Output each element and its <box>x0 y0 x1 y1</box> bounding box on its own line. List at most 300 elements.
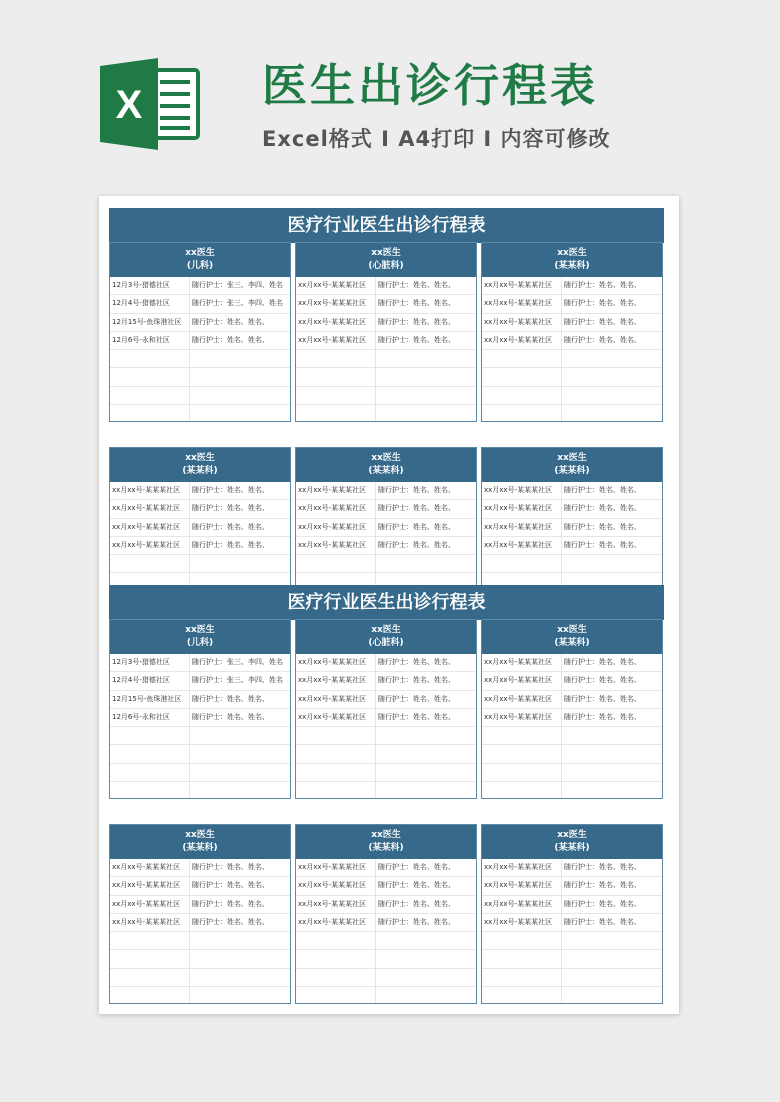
visit-date-location-cell[interactable]: xx月xx号-某某某社区 <box>296 519 376 536</box>
table-row[interactable] <box>482 709 662 727</box>
table-row[interactable] <box>482 555 662 573</box>
table-row[interactable] <box>296 277 476 295</box>
nurse-cell[interactable] <box>190 969 290 986</box>
department: (心脏科) <box>368 261 404 271</box>
department: (某某科) <box>554 843 590 853</box>
visit-date-location-cell[interactable] <box>482 368 562 385</box>
doctor-name: xx医生 <box>185 625 215 635</box>
department: (某某科) <box>554 638 590 648</box>
nurse-cell[interactable] <box>562 350 662 367</box>
visit-date-location-cell[interactable]: 12月4号-猎德社区 <box>110 672 190 689</box>
banner <box>0 0 780 185</box>
nurse-cell[interactable] <box>190 745 290 762</box>
nurse-cell[interactable]: 随行护士：姓名、姓名、 <box>564 658 641 666</box>
nurse-cell[interactable]: 随行护士：姓名、姓名、 <box>378 881 455 890</box>
visit-date-location-cell[interactable]: xx月xx号-某某某社区 <box>296 500 376 517</box>
table-row[interactable] <box>110 896 290 914</box>
nurse-cell[interactable] <box>190 387 290 404</box>
visit-date-location-cell[interactable] <box>296 932 376 949</box>
sheet-title: 医疗行业医生出诊行程表 <box>109 585 664 620</box>
visit-date-location-cell[interactable]: xx月xx号-某某某社区 <box>296 914 376 931</box>
nurse-cell[interactable] <box>376 727 476 744</box>
nurse-cell[interactable]: 随行护士：姓名、姓名、 <box>564 504 641 513</box>
visit-date-location-cell[interactable] <box>110 727 190 744</box>
nurse-cell[interactable] <box>376 764 476 781</box>
table-row[interactable] <box>110 387 290 405</box>
table-row[interactable] <box>482 727 662 745</box>
nurse-cell[interactable] <box>562 727 662 744</box>
table-row[interactable] <box>482 859 662 877</box>
card-header <box>110 825 290 859</box>
visit-date-location-cell[interactable]: xx月xx号-某某某社区 <box>482 709 562 726</box>
visit-date-location-cell[interactable] <box>482 950 562 967</box>
doctor-name: xx医生 <box>557 830 587 840</box>
table-row[interactable] <box>482 654 662 672</box>
doctor-schedule-card <box>481 619 663 799</box>
table-row[interactable] <box>482 877 662 895</box>
visit-date-location-cell[interactable]: xx月xx号-某某某社区 <box>482 672 562 689</box>
nurse-cell[interactable] <box>190 405 290 422</box>
nurse-cell[interactable]: 随行护士：姓名、姓名、 <box>192 317 269 326</box>
table-row[interactable] <box>296 764 476 782</box>
table-row[interactable] <box>110 537 290 555</box>
visit-date-location-cell[interactable] <box>482 555 562 572</box>
visit-date-location-cell[interactable]: xx月xx号-某某某社区 <box>296 314 376 331</box>
visit-date-location-cell[interactable] <box>110 950 190 967</box>
nurse-cell[interactable]: 随行护士：姓名、姓名、 <box>378 712 455 721</box>
nurse-cell[interactable] <box>376 782 476 799</box>
nurse-cell[interactable] <box>376 350 476 367</box>
nurse-cell[interactable] <box>190 987 290 1004</box>
visit-date-location-cell[interactable] <box>110 368 190 385</box>
table-row[interactable] <box>482 969 662 987</box>
visit-date-location-cell[interactable] <box>482 387 562 404</box>
visit-date-location-cell[interactable]: xx月xx号-某某某社区 <box>110 859 190 876</box>
nurse-cell[interactable] <box>562 405 662 422</box>
department: (儿科) <box>186 261 214 271</box>
table-row[interactable] <box>110 914 290 932</box>
card-header <box>110 448 290 482</box>
table-row[interactable] <box>110 500 290 518</box>
visit-date-location-cell[interactable]: 12月6号-永和社区 <box>110 709 190 726</box>
visit-date-location-cell[interactable]: 12月15号-鱼珠港社区 <box>110 691 190 708</box>
card-header <box>482 825 662 859</box>
visit-date-location-cell[interactable]: xx月xx号-某某某社区 <box>110 896 190 913</box>
table-row[interactable] <box>482 914 662 932</box>
card-header <box>482 620 662 654</box>
table-row[interactable] <box>110 277 290 295</box>
visit-date-location-cell[interactable] <box>110 387 190 404</box>
nurse-cell[interactable] <box>190 350 290 367</box>
table-row[interactable] <box>110 368 290 386</box>
nurse-cell[interactable]: 随行护士：姓名、姓名、 <box>378 281 455 289</box>
nurse-cell[interactable] <box>562 764 662 781</box>
visit-date-location-cell[interactable] <box>296 782 376 799</box>
table-row[interactable] <box>482 332 662 350</box>
table-row[interactable] <box>296 519 476 537</box>
table-row[interactable] <box>110 932 290 950</box>
table-row[interactable] <box>296 969 476 987</box>
table-row[interactable] <box>110 745 290 763</box>
card-header <box>296 620 476 654</box>
visit-date-location-cell[interactable] <box>110 987 190 1004</box>
visit-date-location-cell[interactable] <box>296 350 376 367</box>
visit-date-location-cell[interactable] <box>110 969 190 986</box>
nurse-cell[interactable]: 随行护士：姓名、姓名、 <box>378 317 455 326</box>
visit-date-location-cell[interactable]: 12月3号-猎德社区 <box>110 277 190 294</box>
nurse-cell[interactable]: 随行护士：姓名、姓名、 <box>378 540 455 549</box>
table-row[interactable] <box>296 500 476 518</box>
sub-title: Excel格式 I A4打印 I 内容可修改 <box>262 127 611 151</box>
nurse-cell[interactable] <box>562 387 662 404</box>
table-row[interactable] <box>482 405 662 422</box>
doctor-name: xx医生 <box>185 453 215 463</box>
table-row[interactable] <box>482 482 662 500</box>
visit-date-location-cell[interactable]: xx月xx号-某某某社区 <box>296 654 376 671</box>
nurse-cell[interactable] <box>562 932 662 949</box>
nurse-cell[interactable]: 随行护士：张三、李四、姓名 <box>192 676 283 685</box>
table-row[interactable] <box>296 350 476 368</box>
nurse-cell[interactable] <box>562 987 662 1004</box>
table-row[interactable] <box>296 745 476 763</box>
nurse-cell[interactable]: 随行护士：姓名、姓名、 <box>378 863 455 871</box>
nurse-cell[interactable] <box>376 950 476 967</box>
nurse-cell[interactable] <box>562 969 662 986</box>
visit-date-location-cell[interactable]: xx月xx号-某某某社区 <box>296 691 376 708</box>
visit-date-location-cell[interactable] <box>482 969 562 986</box>
table-row[interactable] <box>110 727 290 745</box>
department: (某某科) <box>368 843 404 853</box>
table-row[interactable] <box>296 859 476 877</box>
table-row[interactable] <box>482 950 662 968</box>
table-row[interactable] <box>482 295 662 313</box>
nurse-cell[interactable]: 随行护士：姓名、姓名、 <box>564 522 641 531</box>
table-row[interactable] <box>296 782 476 799</box>
visit-date-location-cell[interactable]: xx月xx号-某某某社区 <box>296 277 376 294</box>
nurse-cell[interactable]: 随行护士：姓名、姓名、 <box>564 881 641 890</box>
table-row[interactable] <box>110 295 290 313</box>
nurse-cell[interactable]: 随行护士：姓名、姓名、 <box>192 863 269 871</box>
visit-date-location-cell[interactable]: xx月xx号-某某某社区 <box>110 537 190 554</box>
nurse-cell[interactable]: 随行护士：姓名、姓名、 <box>378 917 455 926</box>
visit-date-location-cell[interactable]: xx月xx号-某某某社区 <box>110 914 190 931</box>
table-row[interactable] <box>296 405 476 422</box>
visit-date-location-cell[interactable]: xx月xx号-某某某社区 <box>482 295 562 312</box>
nurse-cell[interactable]: 随行护士：姓名、姓名、 <box>192 335 269 344</box>
card-header <box>110 243 290 277</box>
visit-date-location-cell[interactable]: 12月6号-永和社区 <box>110 332 190 349</box>
nurse-cell[interactable]: 随行护士：姓名、姓名、 <box>564 317 641 326</box>
visit-date-location-cell[interactable] <box>110 350 190 367</box>
table-row[interactable] <box>482 691 662 709</box>
visit-date-location-cell[interactable] <box>482 350 562 367</box>
nurse-cell[interactable]: 随行护士：姓名、姓名、 <box>192 694 269 703</box>
main-title: 医生出诊行程表 <box>262 59 599 112</box>
nurse-cell[interactable] <box>376 987 476 1004</box>
table-row[interactable] <box>482 519 662 537</box>
table-row[interactable] <box>296 387 476 405</box>
nurse-cell[interactable]: 随行护士：姓名、姓名、 <box>192 917 269 926</box>
visit-date-location-cell[interactable]: xx月xx号-某某某社区 <box>296 332 376 349</box>
nurse-cell[interactable]: 随行护士：姓名、姓名、 <box>564 335 641 344</box>
nurse-cell[interactable]: 随行护士：姓名、姓名、 <box>564 281 641 289</box>
nurse-cell[interactable]: 随行护士：姓名、姓名、 <box>564 899 641 908</box>
visit-date-location-cell[interactable] <box>482 782 562 799</box>
doctor-name: xx医生 <box>557 625 587 635</box>
table-row[interactable] <box>110 314 290 332</box>
visit-date-location-cell[interactable] <box>296 387 376 404</box>
table-row[interactable] <box>482 387 662 405</box>
visit-date-location-cell[interactable] <box>482 405 562 422</box>
table-row[interactable] <box>110 859 290 877</box>
visit-date-location-cell[interactable]: xx月xx号-某某某社区 <box>482 537 562 554</box>
nurse-cell[interactable] <box>376 555 476 572</box>
table-row[interactable] <box>296 482 476 500</box>
table-row[interactable] <box>296 555 476 573</box>
nurse-cell[interactable] <box>376 969 476 986</box>
nurse-cell[interactable]: 随行护士：姓名、姓名、 <box>192 899 269 908</box>
svg-text:X: X <box>115 83 143 127</box>
table-row[interactable] <box>110 654 290 672</box>
visit-date-location-cell[interactable] <box>296 950 376 967</box>
doctor-name: xx医生 <box>371 830 401 840</box>
nurse-cell[interactable] <box>190 555 290 572</box>
visit-date-location-cell[interactable] <box>110 405 190 422</box>
visit-date-location-cell[interactable]: xx月xx号-某某某社区 <box>296 709 376 726</box>
nurse-cell[interactable]: 随行护士：姓名、姓名、 <box>192 540 269 549</box>
visit-date-location-cell[interactable] <box>296 555 376 572</box>
table-row[interactable] <box>110 969 290 987</box>
table-row[interactable] <box>110 709 290 727</box>
visit-date-location-cell[interactable]: xx月xx号-某某某社区 <box>482 859 562 876</box>
department: (某某科) <box>182 843 218 853</box>
nurse-cell[interactable]: 随行护士：姓名、姓名、 <box>378 486 455 494</box>
visit-date-location-cell[interactable]: 12月15号-鱼珠港社区 <box>110 314 190 331</box>
table-row[interactable] <box>110 877 290 895</box>
table-row[interactable] <box>110 482 290 500</box>
visit-date-location-cell[interactable]: xx月xx号-某某某社区 <box>110 519 190 536</box>
doctor-schedule-card <box>109 242 291 422</box>
visit-date-location-cell[interactable]: xx月xx号-某某某社区 <box>296 896 376 913</box>
table-row[interactable] <box>110 691 290 709</box>
visit-date-location-cell[interactable]: 12月4号-猎德社区 <box>110 295 190 312</box>
visit-date-location-cell[interactable]: xx月xx号-某某某社区 <box>482 314 562 331</box>
visit-date-location-cell[interactable]: xx月xx号-某某某社区 <box>110 500 190 517</box>
table-row[interactable] <box>482 764 662 782</box>
excel-logo-icon <box>100 58 202 150</box>
table-row[interactable] <box>296 914 476 932</box>
nurse-cell[interactable]: 随行护士：姓名、姓名、 <box>378 299 455 308</box>
visit-date-location-cell[interactable]: xx月xx号-某某某社区 <box>110 482 190 499</box>
visit-date-location-cell[interactable] <box>110 782 190 799</box>
table-row[interactable] <box>482 672 662 690</box>
table-row[interactable] <box>110 350 290 368</box>
visit-date-location-cell[interactable]: 12月3号-猎德社区 <box>110 654 190 671</box>
table-row[interactable] <box>110 950 290 968</box>
visit-date-location-cell[interactable] <box>296 727 376 744</box>
visit-date-location-cell[interactable] <box>110 764 190 781</box>
doctor-schedule-card <box>481 242 663 422</box>
visit-date-location-cell[interactable] <box>482 745 562 762</box>
table-row[interactable] <box>296 727 476 745</box>
nurse-cell[interactable]: 随行护士：姓名、姓名、 <box>564 486 641 494</box>
nurse-cell[interactable]: 随行护士：张三、李四、姓名 <box>192 299 283 308</box>
table-row[interactable] <box>482 987 662 1004</box>
visit-date-location-cell[interactable]: xx月xx号-某某某社区 <box>296 482 376 499</box>
nurse-cell[interactable]: 随行护士：姓名、姓名、 <box>192 881 269 890</box>
nurse-cell[interactable]: 随行护士：姓名、姓名、 <box>564 917 641 926</box>
nurse-cell[interactable]: 随行护士：姓名、姓名、 <box>378 522 455 531</box>
visit-date-location-cell[interactable]: xx月xx号-某某某社区 <box>482 332 562 349</box>
card-header <box>482 448 662 482</box>
visit-date-location-cell[interactable] <box>482 987 562 1004</box>
visit-date-location-cell[interactable]: xx月xx号-某某某社区 <box>110 877 190 894</box>
nurse-cell[interactable]: 随行护士：姓名、姓名、 <box>378 335 455 344</box>
nurse-cell[interactable] <box>190 727 290 744</box>
visit-date-location-cell[interactable]: xx月xx号-某某某社区 <box>482 914 562 931</box>
table-row[interactable] <box>110 987 290 1004</box>
visit-date-location-cell[interactable] <box>296 368 376 385</box>
visit-date-location-cell[interactable] <box>110 555 190 572</box>
table-row[interactable] <box>110 764 290 782</box>
sheet-title: 医疗行业医生出诊行程表 <box>109 208 664 243</box>
nurse-cell[interactable]: 随行护士：张三、李四、姓名 <box>192 281 283 289</box>
visit-date-location-cell[interactable]: xx月xx号-某某某社区 <box>482 519 562 536</box>
nurse-cell[interactable]: 随行护士：张三、李四、姓名 <box>192 658 283 666</box>
table-row[interactable] <box>482 500 662 518</box>
table-row[interactable] <box>110 332 290 350</box>
table-row[interactable] <box>110 672 290 690</box>
visit-date-location-cell[interactable]: xx月xx号-某某某社区 <box>482 691 562 708</box>
table-row[interactable] <box>482 537 662 555</box>
nurse-cell[interactable]: 随行护士：姓名、姓名、 <box>564 694 641 703</box>
nurse-cell[interactable] <box>562 555 662 572</box>
table-row[interactable] <box>482 932 662 950</box>
nurse-cell[interactable]: 随行护士：姓名、姓名、 <box>564 299 641 308</box>
visit-date-location-cell[interactable]: xx月xx号-某某某社区 <box>296 859 376 876</box>
nurse-cell[interactable] <box>376 932 476 949</box>
table-row[interactable] <box>296 537 476 555</box>
nurse-cell[interactable] <box>190 932 290 949</box>
table-row[interactable] <box>296 896 476 914</box>
nurse-cell[interactable] <box>376 368 476 385</box>
table-row[interactable] <box>296 368 476 386</box>
visit-date-location-cell[interactable] <box>482 727 562 744</box>
visit-date-location-cell[interactable] <box>110 932 190 949</box>
nurse-cell[interactable]: 随行护士：姓名、姓名、 <box>564 676 641 685</box>
doctor-schedule-card <box>109 619 291 799</box>
table-row[interactable] <box>296 987 476 1004</box>
nurse-cell[interactable] <box>190 782 290 799</box>
visit-date-location-cell[interactable] <box>482 764 562 781</box>
doctor-schedule-card <box>295 242 477 422</box>
visit-date-location-cell[interactable] <box>296 405 376 422</box>
card-header <box>110 620 290 654</box>
table-row[interactable] <box>296 314 476 332</box>
visit-date-location-cell[interactable]: xx月xx号-某某某社区 <box>482 482 562 499</box>
table-row[interactable] <box>296 654 476 672</box>
doctor-schedule-card <box>109 824 291 1004</box>
doctor-name: xx医生 <box>371 453 401 463</box>
table-row[interactable] <box>296 691 476 709</box>
nurse-cell[interactable] <box>190 764 290 781</box>
visit-date-location-cell[interactable]: xx月xx号-某某某社区 <box>296 877 376 894</box>
nurse-cell[interactable]: 随行护士：姓名、姓名、 <box>192 504 269 513</box>
visit-date-location-cell[interactable] <box>296 745 376 762</box>
doctor-name: xx医生 <box>185 830 215 840</box>
nurse-cell[interactable] <box>562 368 662 385</box>
table-row[interactable] <box>482 782 662 799</box>
doctor-schedule-card <box>481 824 663 1004</box>
visit-date-location-cell[interactable]: xx月xx号-某某某社区 <box>482 277 562 294</box>
table-row[interactable] <box>482 314 662 332</box>
visit-date-location-cell[interactable]: xx月xx号-某某某社区 <box>482 500 562 517</box>
nurse-cell[interactable]: 随行护士：姓名、姓名、 <box>564 712 641 721</box>
table-row[interactable] <box>482 368 662 386</box>
table-row[interactable] <box>110 405 290 422</box>
department: (某某科) <box>182 466 218 476</box>
visit-date-location-cell[interactable]: xx月xx号-某某某社区 <box>482 877 562 894</box>
visit-date-location-cell[interactable] <box>296 764 376 781</box>
nurse-cell[interactable] <box>190 368 290 385</box>
department: (某某科) <box>368 466 404 476</box>
visit-date-location-cell[interactable] <box>296 969 376 986</box>
table-row[interactable] <box>296 877 476 895</box>
visit-date-location-cell[interactable]: xx月xx号-某某某社区 <box>296 295 376 312</box>
table-row[interactable] <box>296 295 476 313</box>
table-row[interactable] <box>482 896 662 914</box>
table-row[interactable] <box>296 932 476 950</box>
table-row[interactable] <box>482 277 662 295</box>
table-row[interactable] <box>110 782 290 799</box>
nurse-cell[interactable]: 随行护士：姓名、姓名、 <box>564 863 641 871</box>
nurse-cell[interactable] <box>376 745 476 762</box>
table-row[interactable] <box>296 709 476 727</box>
nurse-cell[interactable] <box>562 950 662 967</box>
table-row[interactable] <box>110 555 290 573</box>
table-row[interactable] <box>482 745 662 763</box>
nurse-cell[interactable]: 随行护士：姓名、姓名、 <box>378 899 455 908</box>
visit-date-location-cell[interactable] <box>110 745 190 762</box>
nurse-cell[interactable] <box>562 782 662 799</box>
visit-date-location-cell[interactable]: xx月xx号-某某某社区 <box>482 654 562 671</box>
table-row[interactable] <box>482 350 662 368</box>
table-row[interactable] <box>296 332 476 350</box>
nurse-cell[interactable]: 随行护士：姓名、姓名、 <box>378 676 455 685</box>
table-row[interactable] <box>296 950 476 968</box>
doctor-name: xx医生 <box>557 248 587 258</box>
table-row[interactable] <box>110 519 290 537</box>
visit-date-location-cell[interactable]: xx月xx号-某某某社区 <box>296 537 376 554</box>
nurse-cell[interactable]: 随行护士：姓名、姓名、 <box>378 694 455 703</box>
nurse-cell[interactable]: 随行护士：姓名、姓名、 <box>192 486 269 494</box>
visit-date-location-cell[interactable]: xx月xx号-某某某社区 <box>482 896 562 913</box>
nurse-cell[interactable]: 随行护士：姓名、姓名、 <box>192 522 269 531</box>
visit-date-location-cell[interactable]: xx月xx号-某某某社区 <box>296 672 376 689</box>
nurse-cell[interactable]: 随行护士：姓名、姓名、 <box>192 712 269 721</box>
nurse-cell[interactable] <box>376 387 476 404</box>
nurse-cell[interactable]: 随行护士：姓名、姓名、 <box>564 540 641 549</box>
visit-date-location-cell[interactable] <box>296 987 376 1004</box>
nurse-cell[interactable]: 随行护士：姓名、姓名、 <box>378 504 455 513</box>
table-row[interactable] <box>296 672 476 690</box>
nurse-cell[interactable]: 随行护士：姓名、姓名、 <box>378 658 455 666</box>
nurse-cell[interactable] <box>562 745 662 762</box>
doctor-name: xx医生 <box>371 625 401 635</box>
visit-date-location-cell[interactable] <box>482 932 562 949</box>
nurse-cell[interactable] <box>376 405 476 422</box>
nurse-cell[interactable] <box>190 950 290 967</box>
